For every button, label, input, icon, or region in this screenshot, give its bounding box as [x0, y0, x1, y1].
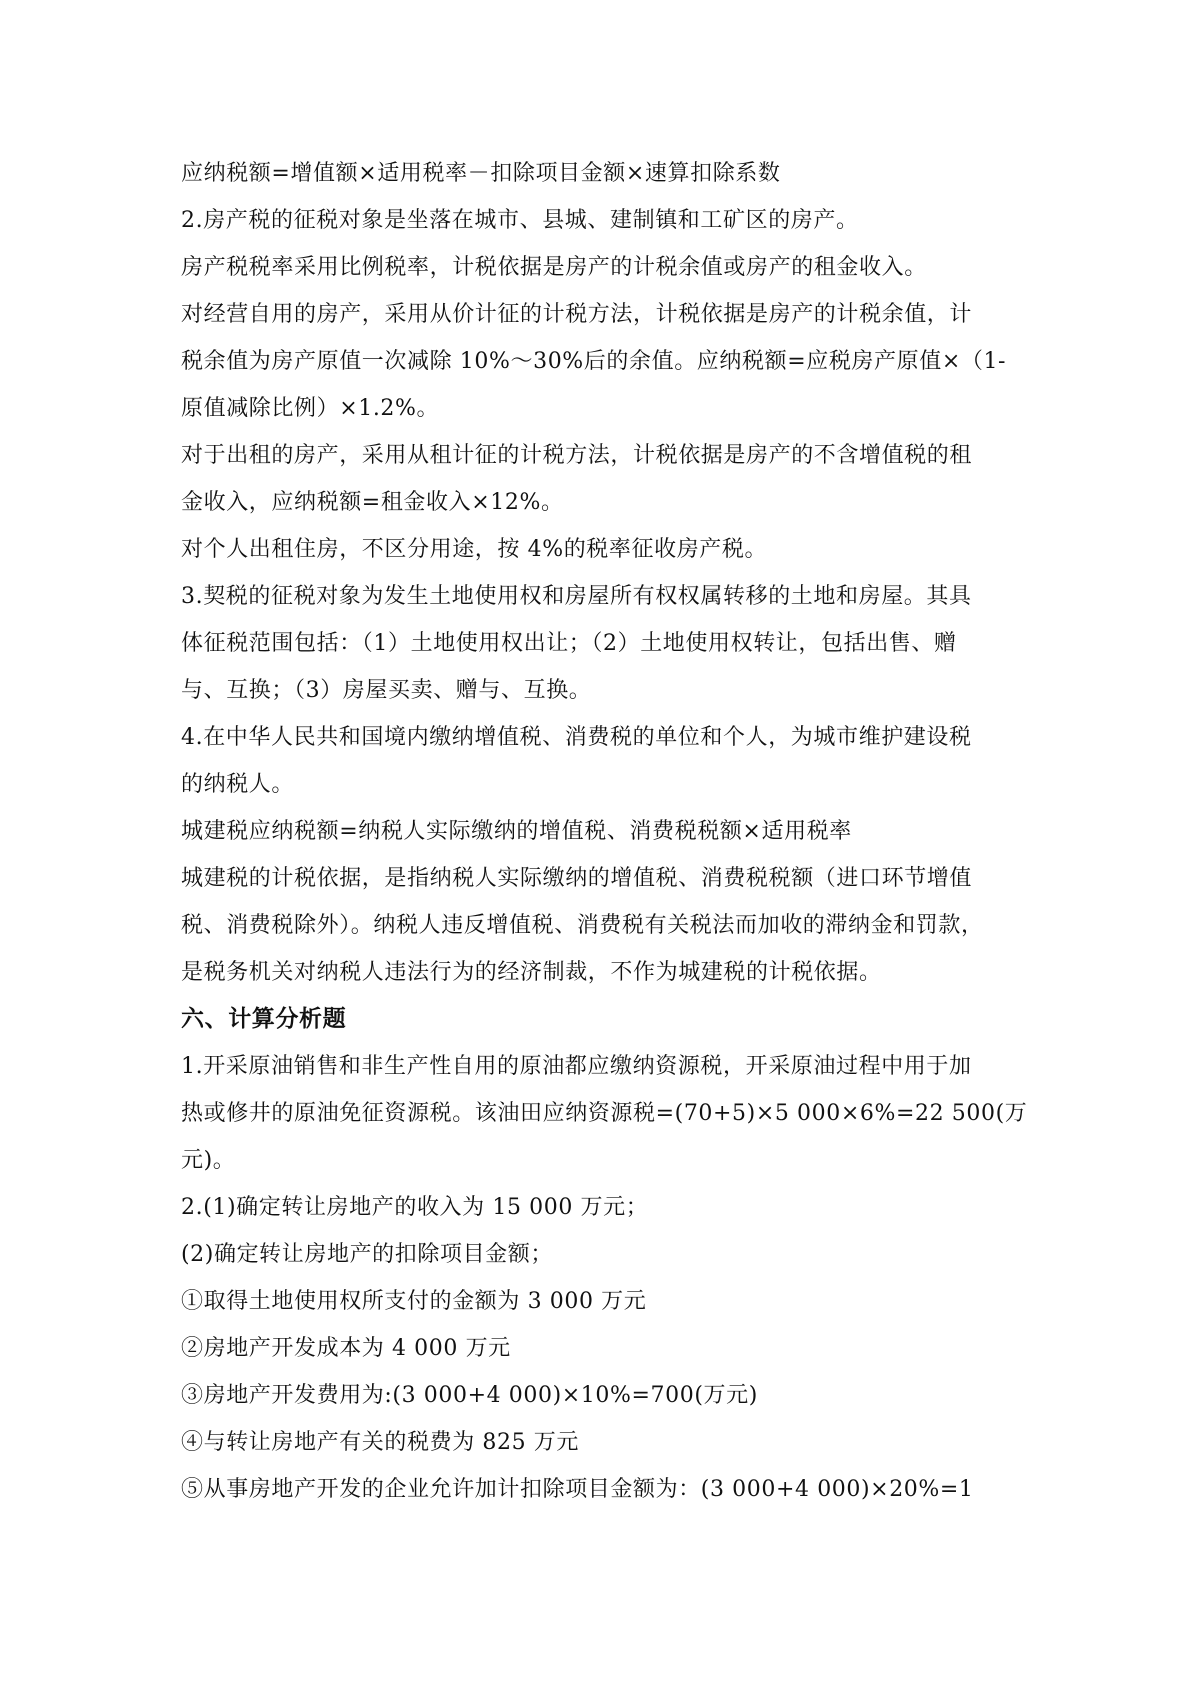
text-line: ①取得土地使用权所支付的金额为 3 000 万元	[181, 1289, 647, 1314]
text-line: (2)确定转让房地产的扣除项目金额；	[181, 1242, 553, 1267]
text-line: 2.房产税的征税对象是坐落在城市、县城、建制镇和工矿区的房产。	[181, 208, 859, 233]
text-line: 城建税应纳税额=纳税人实际缴纳的增值税、消费税税额×适用税率	[181, 819, 852, 844]
text-line: 城建税的计税依据，是指纳税人实际缴纳的增值税、消费税税额（进口环节增值	[181, 866, 973, 891]
text-line: ④与转让房地产有关的税费为 825 万元	[181, 1430, 579, 1455]
text-line: 是税务机关对纳税人违法行为的经济制裁，不作为城建税的计税依据。	[181, 960, 882, 985]
text-line: 元)。	[181, 1148, 236, 1173]
text-line: ③房地产开发费用为:(3 000+4 000)×10%=700(万元)	[181, 1383, 758, 1408]
text-line: 与、互换；（3）房屋买卖、赠与、互换。	[181, 678, 592, 703]
text-line: 对个人出租住房，不区分用途，按 4%的税率征收房产税。	[181, 537, 768, 562]
text-line: 金收入，应纳税额=租金收入×12%。	[181, 490, 564, 515]
text-line: ⑤从事房地产开发的企业允许加计扣除项目金额为：(3 000+4 000)×20%=1	[181, 1477, 974, 1502]
document-body	[181, 150, 1028, 1513]
text-line: 4.在中华人民共和国境内缴纳增值税、消费税的单位和个人，为城市维护建设税	[181, 725, 972, 750]
text-line: 税、消费税除外）。纳税人违反增值税、消费税有关税法而加收的滞纳金和罚款，	[181, 913, 984, 938]
text-line: 的纳税人。	[181, 772, 295, 797]
text-line: ②房地产开发成本为 4 000 万元	[181, 1336, 511, 1361]
text-line: 对于出租的房产，采用从租计征的计税方法，计税依据是房产的不含增值税的租	[181, 443, 973, 468]
text-line: 2.(1)确定转让房地产的收入为 15 000 万元；	[181, 1195, 649, 1220]
text-line: 应纳税额=增值额×适用税率－扣除项目金额×速算扣除系数	[181, 161, 781, 186]
text-line: 房产税税率采用比例税率，计税依据是房产的计税余值或房产的租金收入。	[181, 255, 927, 280]
text-line: 1.开采原油销售和非生产性自用的原油都应缴纳资源税，开采原油过程中用于加	[181, 1054, 972, 1079]
section-heading: 六、计算分析题	[181, 1006, 347, 1032]
text-line: 3.契税的征税对象为发生土地使用权和房屋所有权权属转移的土地和房屋。其具	[181, 584, 972, 609]
text-line: 原值减除比例）×1.2%。	[181, 396, 440, 421]
text-line: 体征税范围包括：（1）土地使用权出让；（2）土地使用权转让，包括出售、赠	[181, 631, 957, 656]
text-line: 税余值为房产原值一次减除 10%～30%后的余值。应纳税额=应税房产原值×（1-	[181, 349, 1007, 374]
text-line: 对经营自用的房产，采用从价计征的计税方法，计税依据是房产的计税余值，计	[181, 302, 973, 327]
text-line: 热或修井的原油免征资源税。该油田应纳资源税=(70+5)×5 000×6%=22 500(万	[181, 1101, 1028, 1126]
